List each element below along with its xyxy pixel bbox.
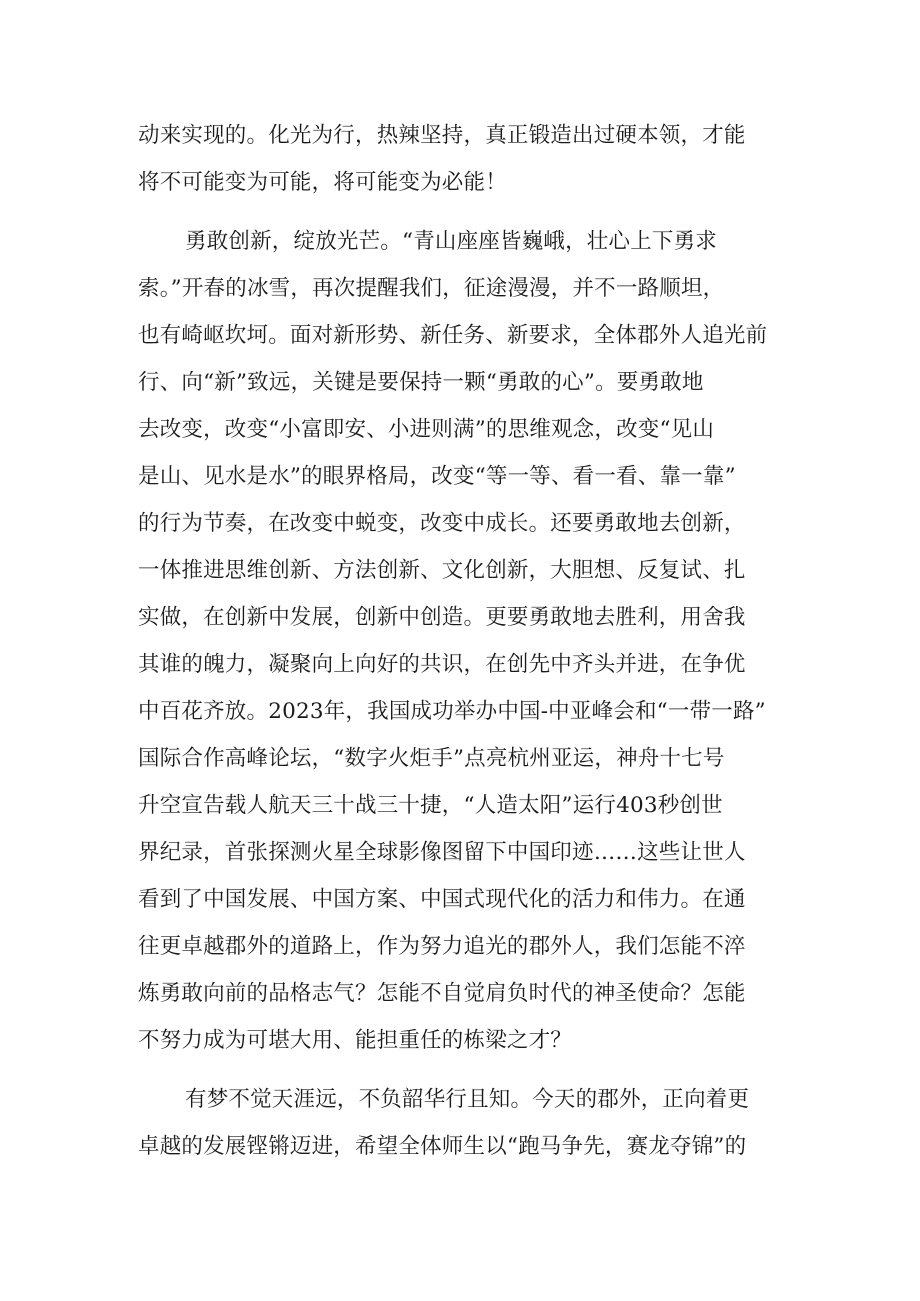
paragraph-2	[138, 218, 798, 1064]
text-line: 中百花齐放。2023年，我国成功举办中国-中亚峰会和“一带一路”	[138, 699, 766, 724]
paragraph-1	[138, 112, 798, 206]
text-line: 国际合作高峰论坛，“数字火炬手”点亮杭州亚运，神舟十七号	[138, 746, 725, 771]
text-line: 的行为节奏，在改变中蜕变，改变中成长。还要勇敢地去创新，	[138, 511, 746, 536]
paragraph-gap	[138, 1064, 798, 1076]
text-line: 索。”开春的冰雪，再次提醒我们，征途漫漫，并不一路顺坦，	[138, 276, 725, 301]
text-line: 炼勇敢向前的品格志气？怎能不自觉肩负时代的神圣使命？怎能	[138, 981, 746, 1006]
text-line: 往更卓越郡外的道路上，作为努力追光的郡外人，我们怎能不淬	[138, 934, 746, 959]
text-line: 升空宣告载人航天三十战三十捷，“人造太阳”运行403秒创世	[138, 793, 723, 818]
text-line: 动来实现的。化光为行，热辣坚持，真正锻造出过硬本领，才能	[138, 123, 746, 148]
text-line: 是山、见水是水”的眼界格局，改变“等一等、看一看、靠一靠”	[138, 464, 736, 489]
text-line: 行、向“新”致远，关键是要保持一颗“勇敢的心”。要勇敢地	[138, 370, 704, 395]
text-line: 有梦不觉天涯远，不负韶华行且知。今天的郡外，正向着更	[185, 1087, 750, 1112]
paragraph-3	[138, 1076, 798, 1170]
text-line: 不努力成为可堪大用、能担重任的栋梁之才？	[138, 1028, 573, 1053]
text-line: 去改变，改变“小富即安、小进则满”的思维观念，改变“见山	[138, 417, 715, 442]
text-line: 一体推进思维创新、方法创新、文化创新，大胆想、反复试、扎	[138, 558, 746, 583]
text-line: 界纪录，首张探测火星全球影像图留下中国印迹……这些让世人	[138, 840, 746, 865]
paragraph-gap	[138, 206, 798, 218]
text-line: 将不可能变为可能，将可能变为必能！	[138, 170, 507, 195]
document-body	[138, 112, 798, 1170]
text-line: 实做，在创新中发展，创新中创造。更要勇敢地去胜利，用舍我	[138, 605, 746, 630]
text-line: 卓越的发展铿锵迈进，希望全体师生以“跑马争先，赛龙夺锦”的	[138, 1134, 747, 1159]
text-line: 也有崎岖坎坷。面对新形势、新任务、新要求，全体郡外人追光前	[138, 323, 768, 348]
text-line: 其谁的魄力，凝聚向上向好的共识，在创先中齐头并进，在争优	[138, 652, 746, 677]
text-line: 看到了中国发展、中国方案、中国式现代化的活力和伟力。在通	[138, 887, 746, 912]
text-line: 勇敢创新，绽放光芒。“青山座座皆巍峨，壮心上下勇求	[185, 229, 717, 254]
